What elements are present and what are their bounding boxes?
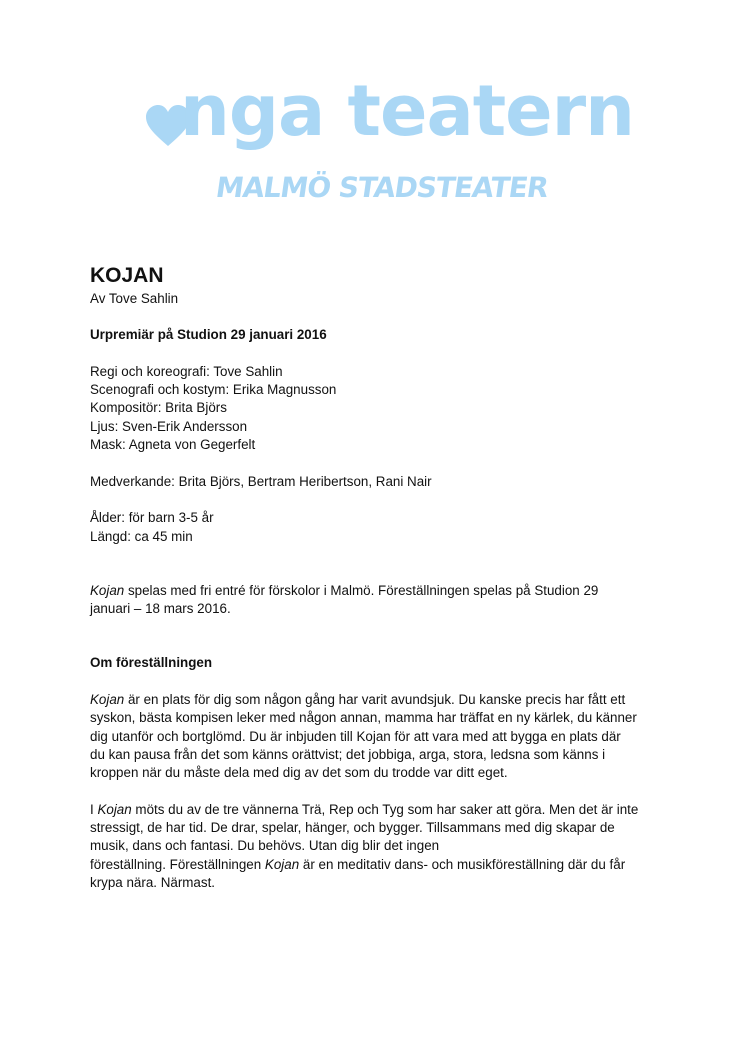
para1-line-2: syskon, bästa kompisen leker med någon annan, mamma har träffat en ny kärlek, du känner	[90, 710, 637, 726]
logo-subtitle: MALMÖ STADSTEATER	[213, 171, 550, 204]
logo-wordmark: nga teatern	[180, 70, 635, 152]
play-title-italic: Kojan	[90, 692, 125, 708]
para1-line-5: kroppen när du måste dela med dig av det som du trodde var ditt eget.	[90, 765, 508, 781]
credit-scenography: Scenografi och kostym: Erika Magnusson	[90, 382, 337, 398]
play-title-italic: Kojan	[97, 801, 132, 817]
document-title: KOJAN	[90, 264, 164, 287]
unga-teatern-logo	[140, 70, 635, 208]
para1-line-3: dig utanför och bortglömd. Du är inbjuden till Kojan för att vara med att bygga en plats där	[90, 728, 621, 744]
credit-composer: Kompositör: Brita Björs	[90, 400, 227, 416]
credit-lighting: Ljus: Sven-Erik Andersson	[90, 418, 248, 434]
age-line: Ålder: för barn 3-5 år	[90, 510, 214, 526]
para2-line-5: krypa nära. Närmast.	[90, 875, 216, 891]
author-line: Av Tove Sahlin	[90, 291, 179, 306]
para2-line-4: föreställning. Föreställningen Kojan är en meditativ dans- och musikföreställning där du får	[90, 856, 626, 872]
para2-line-1: I Kojan möts du av de tre vännerna Trä, Rep och Tyg som har saker att göra. Men det är inte	[90, 801, 639, 817]
cast-line: Medverkande: Brita Björs, Bertram Heribertson, Rani Nair	[90, 473, 432, 489]
info-paragraph-line-1: Kojan spelas med fri entré för förskolor i Malmö. Föreställningen spelas på Studion 29	[90, 582, 599, 598]
document-body	[90, 262, 660, 892]
info-paragraph-line-2: januari – 18 mars 2016.	[90, 601, 231, 617]
para2-line-2: stressigt, de har tid. De drar, spelar, hänger, och bygger. Tillsammans med dig skapar de	[90, 820, 615, 836]
para1-line-4: du kan pausa från det som känns orättvist; det jobbiga, arga, stora, ledsna som känns i	[90, 746, 606, 762]
para2-line-3: musik, dans och fantasi. Du behövs. Utan dig blir det ingen	[90, 838, 440, 854]
credit-direction: Regi och koreografi: Tove Sahlin	[90, 363, 283, 379]
credit-makeup: Mask: Agneta von Gegerfelt	[90, 437, 256, 453]
play-title-italic: Kojan	[90, 582, 125, 598]
premiere-line: Urpremiär på Studion 29 januari 2016	[90, 327, 327, 343]
para1-line-1: Kojan är en plats för dig som någon gång har varit avundsjuk. Du kanske precis har fått ett	[90, 692, 626, 708]
section-heading: Om föreställningen	[90, 655, 213, 671]
play-title-italic: Kojan	[264, 856, 300, 872]
length-line: Längd: ca 45 min	[90, 528, 193, 544]
